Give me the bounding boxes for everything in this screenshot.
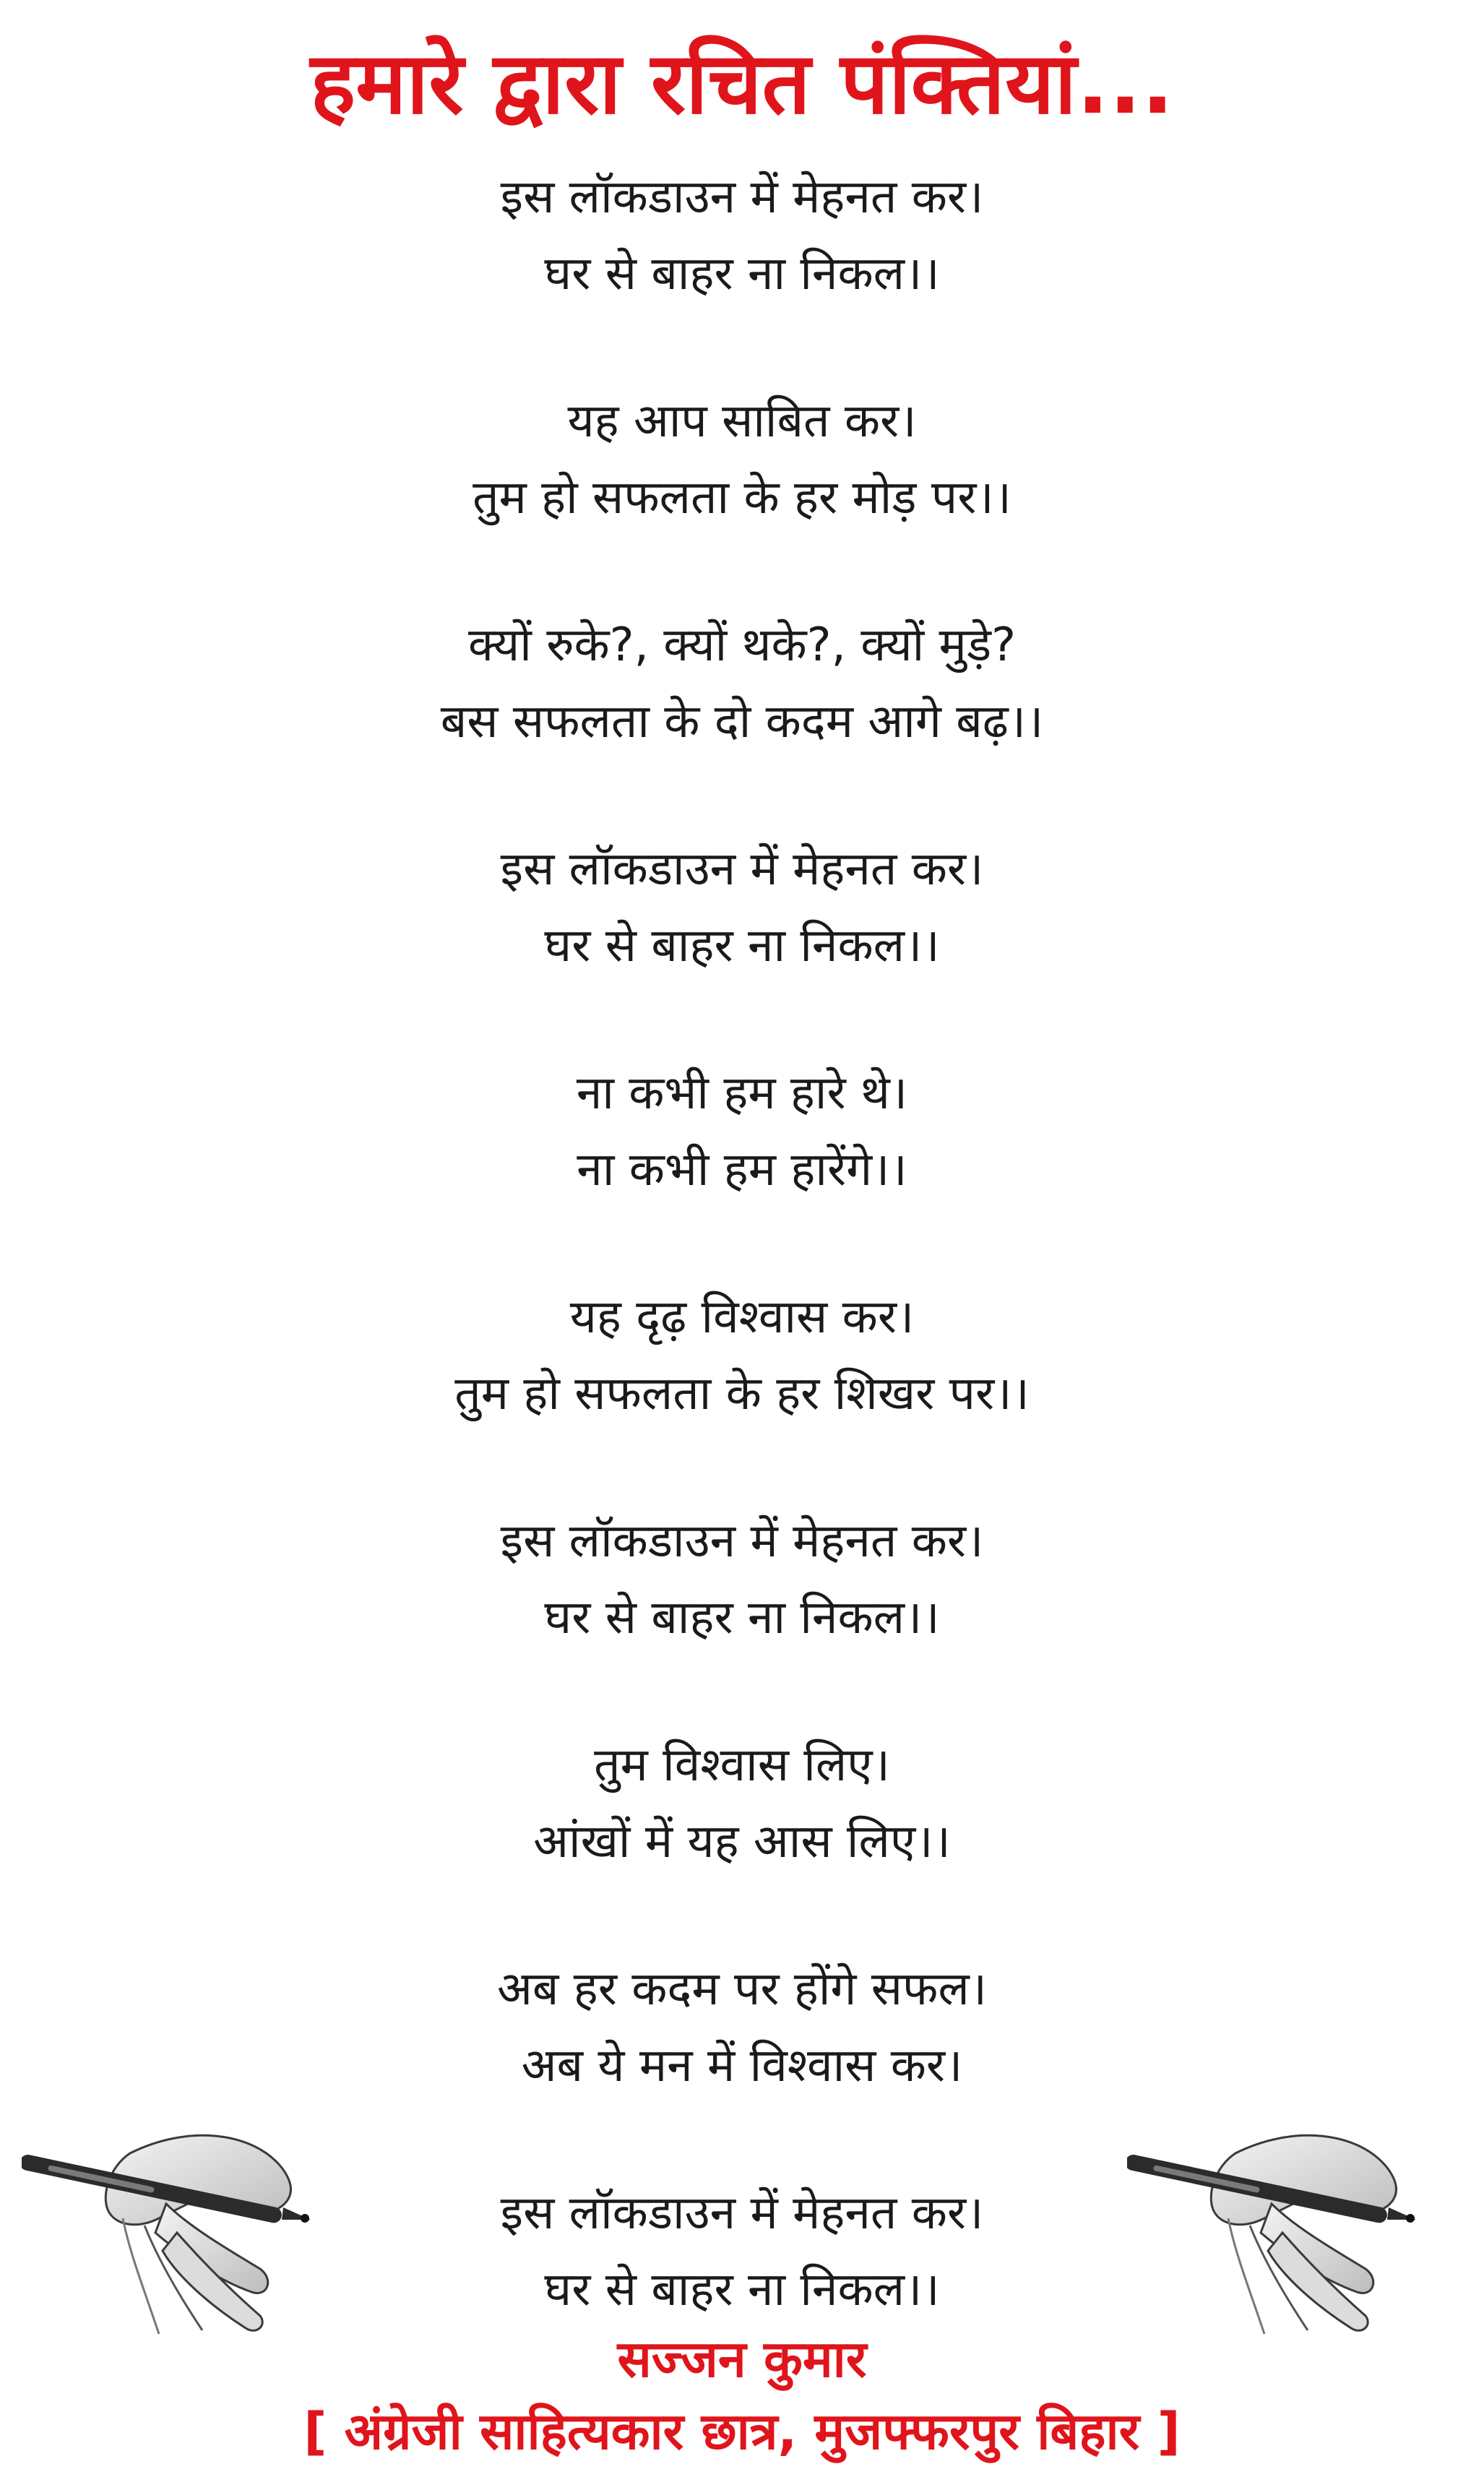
poem-line: अब हर कदम पर होंगे सफल।	[496, 1962, 988, 2016]
stanza-4	[0, 831, 1484, 1055]
poem-line: इस लॉकडाउन में मेहनत कर।	[500, 2186, 984, 2240]
stanza-2	[0, 383, 1484, 607]
hand-holding-pen-icon	[1127, 2124, 1431, 2341]
poem-line: यह दृढ़ विश्वास कर।	[569, 1290, 915, 1344]
poem-line: ना कभी हम हारेंगे।।	[577, 1143, 907, 1197]
poem-body	[0, 159, 1484, 2399]
stanza-3	[0, 607, 1484, 831]
stanza-1	[0, 159, 1484, 383]
stanza-8	[0, 1727, 1484, 1951]
poem-line: क्यों रुके?, क्यों थके?, क्यों मुड़े?	[467, 619, 1017, 672]
poem-line: बस सफलता के दो कदम आगे बढ़।।	[440, 695, 1044, 749]
stanza-7	[0, 1503, 1484, 1727]
poem-line: तुम विश्वास लिए।	[594, 1738, 890, 1792]
poem-line: अब ये मन में विश्वास कर।	[521, 2039, 963, 2093]
poem-line: तुम हो सफलता के हर मोड़ पर।।	[473, 471, 1011, 525]
poem-line: ना कभी हम हारे थे।	[576, 1067, 908, 1120]
poem-line: घर से बाहर ना निकल।।	[544, 2263, 940, 2317]
author-name: सज्जन कुमार	[617, 2330, 867, 2389]
hand-holding-pen-icon	[22, 2124, 325, 2341]
poem-line: घर से बाहर ना निकल।।	[544, 1591, 940, 1645]
poem-line: घर से बाहर ना निकल।।	[544, 247, 940, 301]
poem-line: इस लॉकडाउन में मेहनत कर।	[500, 1514, 984, 1568]
poem-line: घर से बाहर ना निकल।।	[544, 919, 940, 973]
poem-line: इस लॉकडाउन में मेहनत कर।	[500, 843, 984, 896]
stanza-6	[0, 1279, 1484, 1503]
poem-title: हमारे द्वारा रचित पंक्तियां...	[310, 33, 1174, 133]
poem-line: यह आप साबित कर।	[567, 395, 917, 448]
stanza-5	[0, 1055, 1484, 1279]
poem-line: इस लॉकडाउन में मेहनत कर।	[500, 171, 984, 224]
author-affiliation: [ अंग्रेजी साहित्यकार छात्र, मुजफ्फरपुर बिहार ]	[303, 2402, 1181, 2461]
poem-line: तुम हो सफलता के हर शिखर पर।।	[454, 1367, 1030, 1421]
poem-line: आंखों में यह आस लिए।।	[533, 1815, 951, 1869]
